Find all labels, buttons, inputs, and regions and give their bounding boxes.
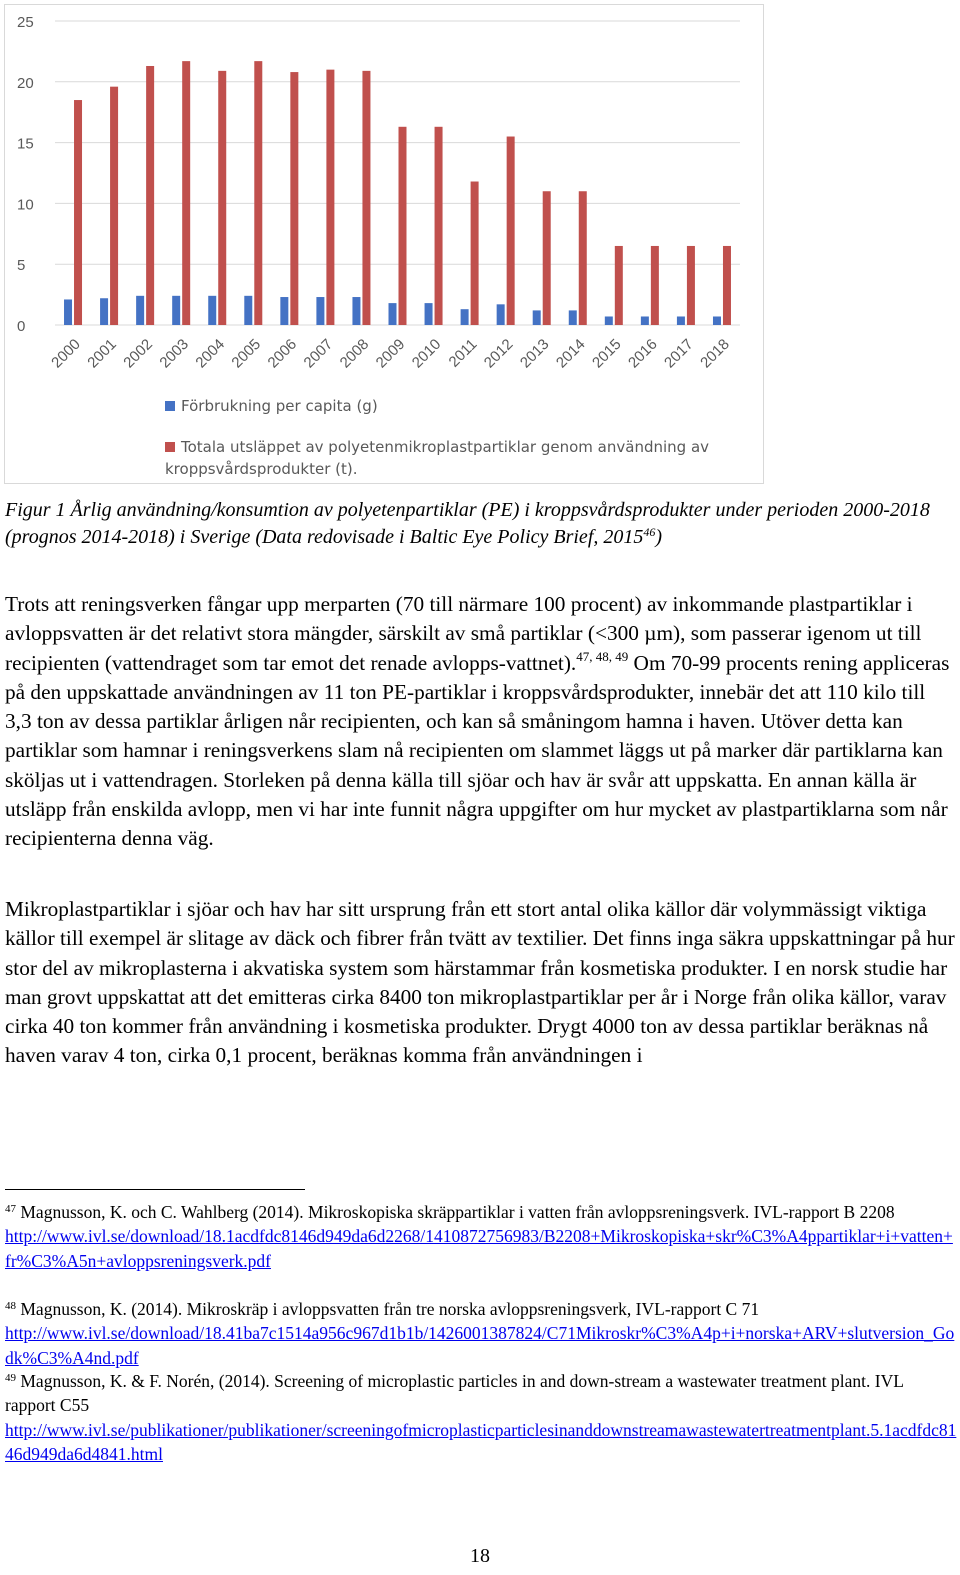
footnote-link[interactable]: http://www.ivl.se/publikationer/publikationer/screeningofmicroplasticparticlesinanddownstreamawastewatertreatmentplant.5.1acdfdc8146d949da6d4841.html: [5, 1419, 957, 1464]
bar-per-capita: [461, 309, 469, 325]
y-tick-label: 5: [17, 257, 26, 275]
bar-total-emission: [290, 72, 298, 325]
bar-total-emission: [74, 100, 82, 325]
y-tick-label: 0: [17, 318, 26, 335]
bar-per-capita: [677, 316, 685, 325]
bar-total-emission: [110, 87, 118, 325]
x-tick-label: 2002: [120, 335, 156, 372]
bar-total-emission: [579, 191, 587, 325]
bar-per-capita: [713, 316, 721, 325]
page-number: 18: [470, 1545, 490, 1567]
x-tick-label: 2017: [661, 335, 697, 372]
x-tick-label: 2004: [192, 335, 229, 372]
legend-swatch-red: [165, 442, 175, 452]
bar-per-capita: [244, 296, 252, 325]
bar-total-emission: [182, 61, 190, 325]
footnote-link[interactable]: http://www.ivl.se/download/18.41ba7c1514a956c967d1b1b/1426001387824/C71Mikroskr%C3%A4p+i+norska+ARV+slutversion_Godk%C3%A4nd.pdf: [5, 1323, 955, 1368]
bar-per-capita: [64, 299, 72, 325]
bar-per-capita: [389, 303, 397, 325]
y-tick-label: 25: [17, 14, 34, 31]
body-paragraph: Trots att reningsverken fångar upp merparten (70 till närmare 100 procent) av inkommande plastpartiklar i avloppsvatten är det relativt stora mängder, särskilt av små partiklar (<300 µm), som passerar igenom ut till recipienten (vattendraget som tar emot det renade avlopps-vattnet).$^{47, 48, 49}$ Om 70-99 procents rening appliceras på den uppskattade användningen av 11 ton PE-partiklar i kroppsvårdsprodukter, innebär det att 110 kilo till 3,3 ton av dessa partiklar årligen når recipienten, och kan så småningom hamna i haven. Utöver detta kan partiklar som hamnar i reningsverkens slam nå recipienten om slammet läggs ut på marker där partiklarna kan sköljas ut i vattendragen. Storleken på denna källa till sjöar och hav är svår att uppskatta. En annan källa är utsläpp från enskilda avlopp, men vi har inte funnit några uppgifter om hur mycket av plastpartiklarna som når recipienterna denna väg.: [5, 592, 950, 851]
footnote-divider: [5, 1189, 305, 1190]
footnote-48: $^{48}$ Magnusson, K. (2014). Mikroskräp i avloppsvatten från tre norska avloppsreningsverk, IVL-rapport C 71 http://www.ivl.se/download/18.41ba7c1514a956c967d1b1b/1426001387824/C71Mikroskr%C3%A4p+i+norska+ARV+slutversion_Godk%C3%A4nd.pdf: [5, 1299, 955, 1368]
footnote-refs: 47, 48, 49: [576, 648, 629, 664]
bar-total-emission: [435, 127, 443, 325]
footnote-ref: 46: [643, 525, 656, 539]
y-tick-label: 15: [17, 135, 34, 153]
x-tick-label: 2010: [408, 335, 445, 372]
bar-per-capita: [425, 303, 433, 325]
bar-per-capita: [208, 296, 216, 325]
x-tick-label: 2011: [445, 335, 481, 371]
legend-item-total: [165, 436, 709, 480]
bar-per-capita: [533, 310, 541, 325]
bar-per-capita: [352, 297, 360, 325]
x-tick-label: 2009: [372, 335, 409, 372]
footnote-49: $^{49}$ Magnusson, K. & F. Norén, (2014). Screening of microplastic particles in and down-stream a wastewater treatment plant. IVL rapport C55 http://www.ivl.se/publikationer/publikationer/screeningofmicroplasticparticlesinanddownstreamawastewatertreatmentplant.5.1acdfdc8146d949da6d4841.html: [5, 1371, 957, 1464]
bar-per-capita: [641, 316, 649, 325]
x-tick-label: 2014: [552, 335, 589, 372]
legend-label: Förbrukning per capita (g): [181, 397, 378, 415]
footnote-link[interactable]: http://www.ivl.se/download/18.1acdfdc8146d949da6d2268/1410872756983/B2208+Mikroskopiska+skr%C3%A4ppartiklar+i+vatten+fr%C3%A5n+avloppsreningsverk.pdf: [5, 1226, 953, 1271]
bar-total-emission: [218, 71, 226, 325]
bar-total-emission: [399, 127, 407, 325]
x-tick-label: 2006: [264, 335, 301, 372]
y-tick-label: 20: [17, 74, 34, 92]
bar-per-capita: [497, 304, 505, 325]
x-tick-label: 2003: [156, 335, 193, 372]
bar-per-capita: [316, 297, 324, 325]
bar-per-capita: [569, 310, 577, 325]
bar-per-capita: [280, 297, 288, 325]
x-tick-label: 2013: [516, 335, 553, 372]
bar-per-capita: [172, 296, 180, 325]
bar-total-emission: [615, 246, 623, 325]
bar-per-capita: [136, 296, 144, 325]
x-tick-label: 2005: [228, 335, 265, 372]
bar-chart: [4, 4, 764, 484]
x-tick-label: 2000: [48, 335, 84, 372]
legend-label-cont: kroppsvårdsprodukter (t).: [165, 460, 358, 478]
x-tick-label: 2018: [697, 335, 733, 372]
bar-total-emission: [651, 246, 659, 325]
figure-caption: Figur 1 Årlig användning/konsumtion av polyetenpartiklar (PE) i kroppsvårdsprodukter under perioden 2000-2018 (prognos 2014-2018) i Sverige (Data redovisade i Baltic Eye Policy Brief, 2015$^{46}$): [5, 499, 930, 548]
bar-total-emission: [471, 182, 479, 325]
chart-plot: [5, 5, 763, 385]
x-tick-label: 2008: [336, 335, 373, 372]
footnote-47: $^{47}$ Magnusson, K. och C. Wahlberg (2014). Mikroskopiska skräppartiklar i vatten från avloppsreningsverk. IVL-rapport B 2208 http://www.ivl.se/download/18.1acdfdc8146d949da6d2268/1410872756983/B2208+Mikroskopiska+skr%C3%A4ppartiklar+i+vatten+fr%C3%A5n+avloppsreningsverk.pdf: [5, 1202, 953, 1271]
x-tick-label: 2001: [84, 335, 120, 372]
x-tick-label: 2016: [625, 335, 661, 372]
legend-swatch-blue: [165, 401, 175, 411]
bar-total-emission: [507, 137, 515, 325]
legend-item-per-capita: [165, 395, 378, 417]
bar-total-emission: [362, 71, 370, 325]
bar-per-capita: [100, 298, 108, 325]
legend-label: Totala utsläppet av polyetenmikroplastpartiklar genom användning av: [181, 438, 710, 456]
bar-total-emission: [146, 66, 154, 325]
y-tick-label: 10: [17, 196, 34, 214]
x-tick-label: 2007: [300, 335, 337, 372]
bar-total-emission: [723, 246, 731, 325]
bar-per-capita: [605, 316, 613, 325]
bar-total-emission: [254, 61, 262, 325]
x-tick-label: 2012: [480, 335, 517, 372]
bar-total-emission: [326, 70, 334, 325]
bar-total-emission: [687, 246, 695, 325]
bar-total-emission: [543, 191, 551, 325]
body-paragraph: Mikroplastpartiklar i sjöar och hav har sitt ursprung från ett stort antal olika källor där volymmässigt viktiga källor till exempel är slitage av däck och fibrer från tvätt av textilier. Det finns inga säkra uppskattningar på hur stor del av mikroplasterna i akvatiska system som härstammar från kosmetiska produkter. I en norsk studie har man grovt uppskattat att det emitteras cirka 8400 ton mikroplastpartiklar per år i Norge från olika källor, varav cirka 40 ton kommer från användning i kosmetiska produkter. Drygt 4000 ton av dessa partiklar beräknas nå haven varav 4 ton, cirka 0,1 procent, beräknas komma från användningen i: [5, 897, 955, 1068]
x-tick-label: 2015: [589, 335, 625, 372]
